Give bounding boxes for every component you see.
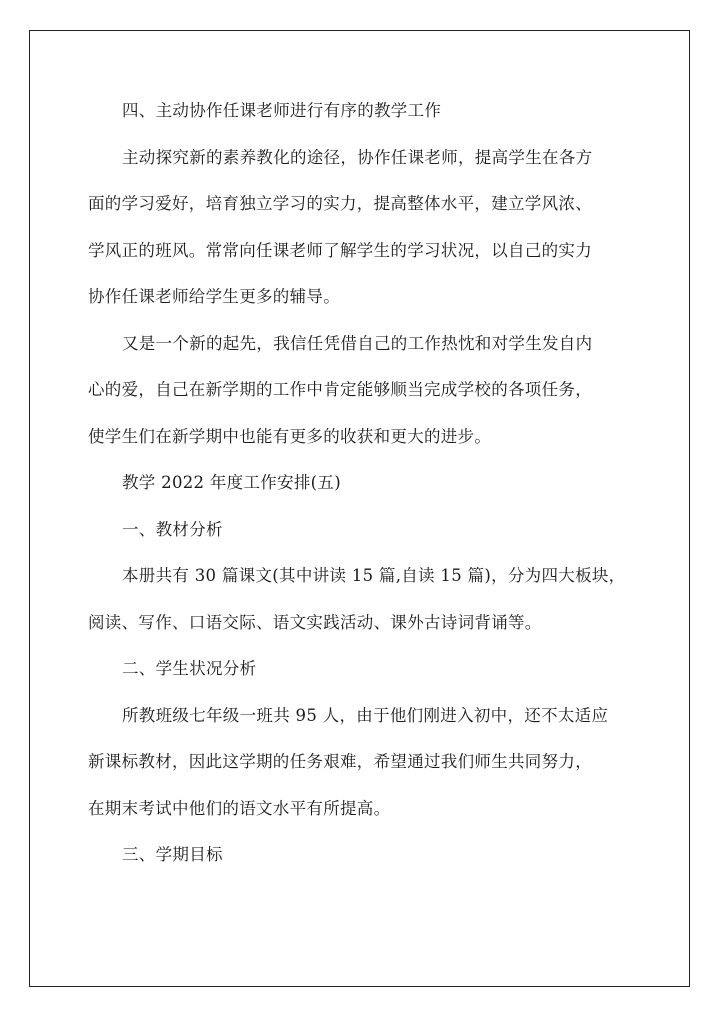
paragraph-line: 主动探究新的素养教化的途径，协作任课老师，提高学生在各方: [122, 147, 593, 167]
paragraph-line: 面的学习爱好，培育独立学习的实力，提高整体水平，建立学风浓、: [88, 194, 592, 213]
document-title: 教学 2022 年度工作安排(五): [122, 473, 341, 492]
paragraph-line: 使学生们在新学期中也能有更多的收获和更大的进步。: [88, 426, 492, 446]
paragraph-line: 心的爱，自己在新学期的工作中肯定能够顺当完成学校的各项任务，: [88, 380, 592, 399]
paragraph-line: 所教班级七年级一班共 95 人，由于他们刚进入初中，还不太适应: [122, 705, 609, 725]
paragraph-line: 学风正的班风。常常向任课老师了解学生的学习状况，以自己的实力: [88, 240, 592, 260]
paragraph-line: 协作任课老师给学生更多的辅导。: [88, 287, 340, 306]
section-heading-4: 四、主动协作任课老师进行有序的教学工作: [122, 101, 442, 120]
section-heading-1: 一、教材分析: [122, 519, 223, 539]
paragraph-line: 阅读、写作、口语交际、语文实践活动、课外古诗词背诵等。: [88, 612, 542, 632]
section-heading-3: 三、学期目标: [122, 845, 223, 864]
section-heading-2: 二、学生状况分析: [122, 659, 257, 678]
paragraph-line: 又是一个新的起先，我信任凭借自己的工作热忱和对学生发自内: [122, 333, 593, 353]
paragraph-line: 本册共有 30 篇课文(其中讲读 15 篇,自读 15 篇)，分为四大板块，: [122, 566, 626, 585]
paragraph-line: 新课标教材，因此这学期的任务艰难，希望通过我们师生共同努力，: [88, 752, 592, 771]
document-body: [88, 88, 648, 879]
paragraph-line: 在期末考试中他们的语文水平有所提高。: [88, 798, 391, 818]
